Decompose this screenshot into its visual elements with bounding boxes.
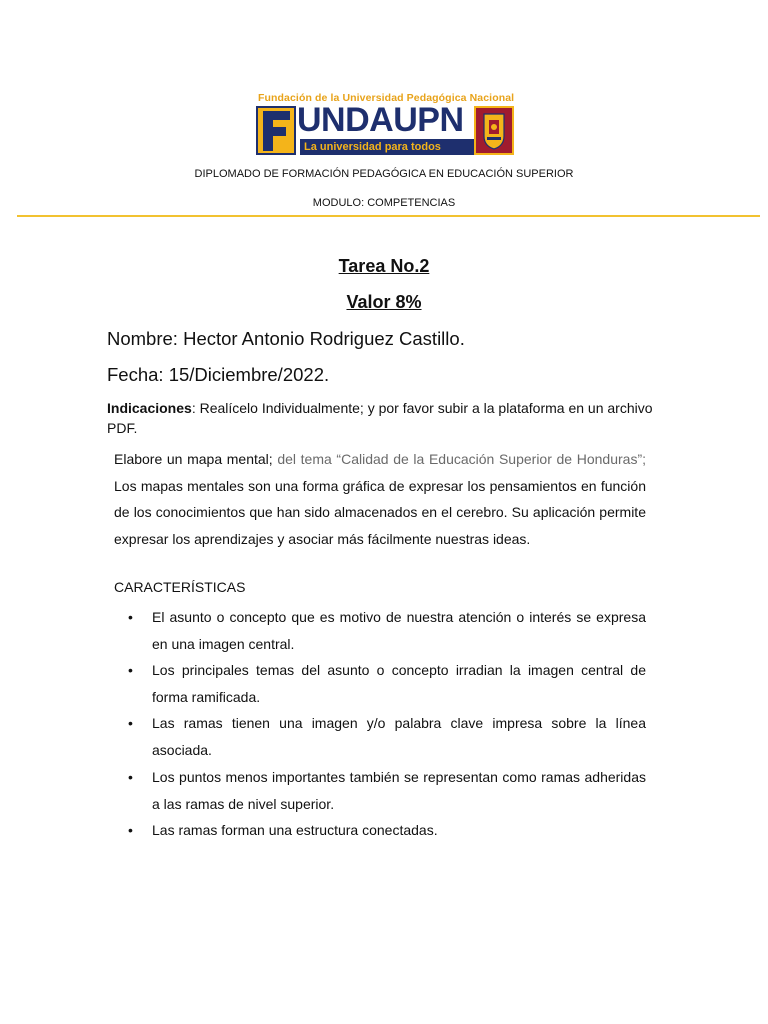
list-item — [128, 710, 646, 764]
list-item — [128, 604, 646, 658]
list-item — [128, 764, 646, 818]
bullet-icon: • — [128, 662, 133, 678]
list-item — [128, 657, 646, 711]
list-item-text: Las ramas forman una estructura conectadas. — [152, 822, 438, 838]
task-value: Valor 8% — [346, 292, 422, 312]
task-date: Fecha: 15/Diciembre/2022. — [107, 364, 330, 385]
list-item-text: El asunto o concepto que es motivo de nuestra atención o interés se expresa en una imagen central. — [152, 609, 646, 652]
logo-tagline: La universidad para todos — [300, 139, 474, 155]
list-item-text: Los puntos menos importantes también se representan como ramas adheridas a las ramas de nivel superior. — [152, 769, 646, 812]
list-item-text: Las ramas tienen una imagen y/o palabra clave impresa sobre la línea asociada. — [152, 715, 646, 758]
paragraph-part3: Los mapas mentales son una forma gráfica de expresar los pensamientos en función de los conocimientos que han sido almacenados en el cerebro. Su aplicación permite expresar los aprendizajes y asociar más fácilmente nuestras ideas. — [114, 477, 646, 547]
instructions-text: : Realícelo Individualmente; y por favor subir a la plataforma en un archivo PDF. — [107, 400, 653, 436]
task-title: Tarea No.2 — [338, 256, 430, 276]
characteristics-heading: CARACTERÍSTICAS — [114, 579, 246, 595]
paragraph-part1: Elabore un mapa mental; — [114, 451, 278, 467]
intro-paragraph — [114, 446, 646, 552]
program-heading: DIPLOMADO DE FORMACIÓN PEDAGÓGICA EN EDUCACIÓN SUPERIOR — [194, 168, 574, 180]
bullet-icon: • — [128, 609, 133, 625]
bullet-icon: • — [128, 769, 133, 785]
instructions-label: Indicaciones — [107, 400, 192, 416]
student-name: Nombre: Hector Antonio Rodriguez Castillo. — [107, 328, 465, 349]
logo-f-letter-icon — [256, 106, 296, 155]
paragraph-topic: del tema “Calidad de la Educación Superior de Honduras”; — [277, 451, 646, 467]
bullet-icon: • — [128, 822, 133, 838]
list-item-text: Los principales temas del asunto o concepto irradian la imagen central de forma ramificada. — [152, 662, 646, 705]
list-item — [128, 817, 646, 845]
header-divider — [17, 215, 760, 217]
university-seal-icon — [474, 106, 514, 155]
logo-top-text: Fundación de la Universidad Pedagógica Nacional — [258, 92, 515, 104]
module-heading: MODULO: COMPETENCIAS — [312, 197, 456, 209]
bullet-icon: • — [128, 715, 133, 731]
logo-wordmark: UNDAUPN — [297, 101, 464, 139]
instructions — [107, 398, 667, 438]
fundaupn-logo — [256, 92, 514, 158]
